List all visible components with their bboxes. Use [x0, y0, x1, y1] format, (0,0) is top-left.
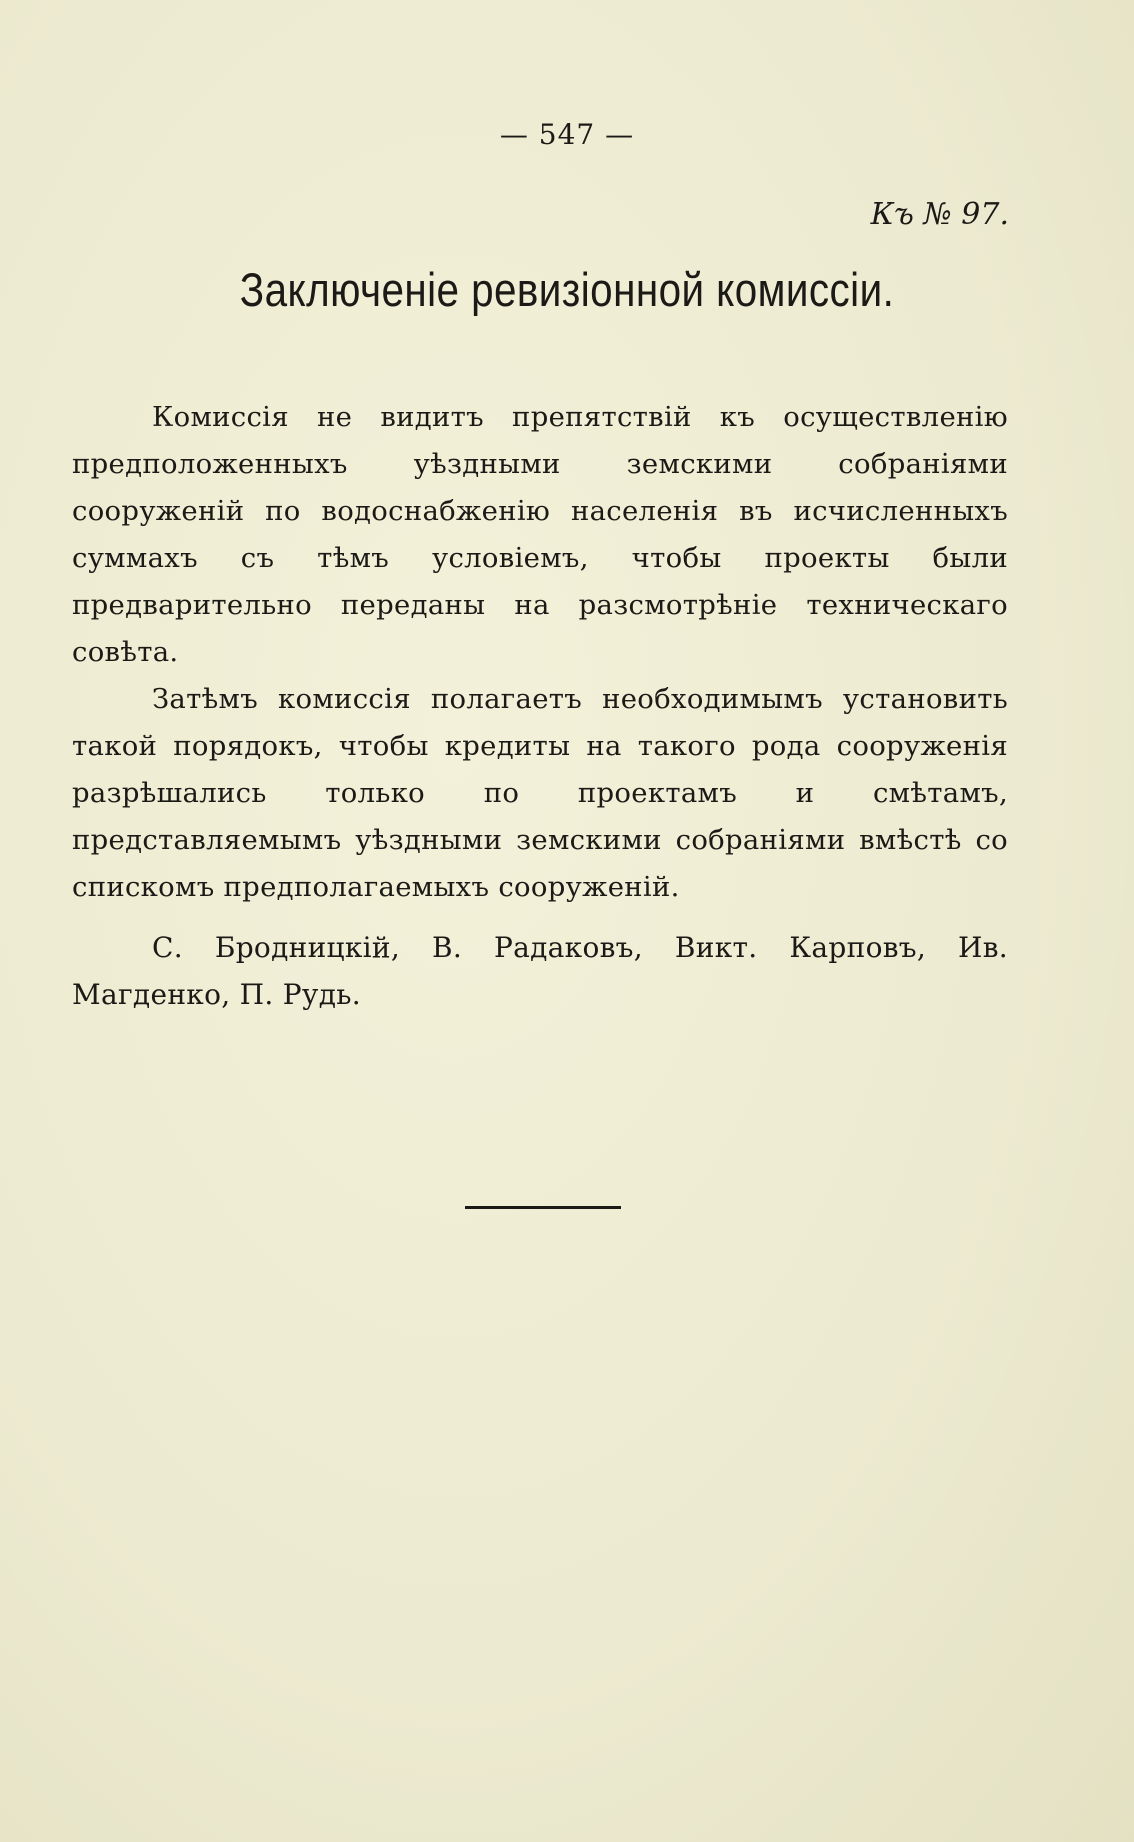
signatures: С. Бродницкій, В. Радаковъ, Викт. Карповъ, Ив. Магденко, П. Рудь. — [72, 931, 1008, 1011]
page-title: Заключеніе ревизіонной комиссіи. — [239, 263, 895, 316]
document-reference: Къ № 97. — [870, 197, 1009, 232]
paragraph-2: Затѣмъ комиссія полагаетъ необходимымъ установить такой порядокъ, чтобы кредиты на такого рода сооруженія разрѣшались только по проектамъ и смѣтамъ, представляемымъ уѣздными земскими собраніями вмѣстѣ со спискомъ предполагаемыхъ сооруженій. — [72, 683, 1008, 903]
page-number: — 547 — — [499, 118, 635, 151]
end-rule-divider — [465, 1206, 621, 1209]
body-text — [72, 394, 1008, 911]
paragraph-1: Комиссія не видитъ препятствій къ осуществленію предположенныхъ уѣздными земскими собраніями сооруженій по водоснабженію населенія въ исчисленныхъ суммахъ съ тѣмъ условіемъ, чтобы проекты были предварительно переданы на разсмотрѣніе техническаго совѣта. — [72, 401, 1008, 668]
